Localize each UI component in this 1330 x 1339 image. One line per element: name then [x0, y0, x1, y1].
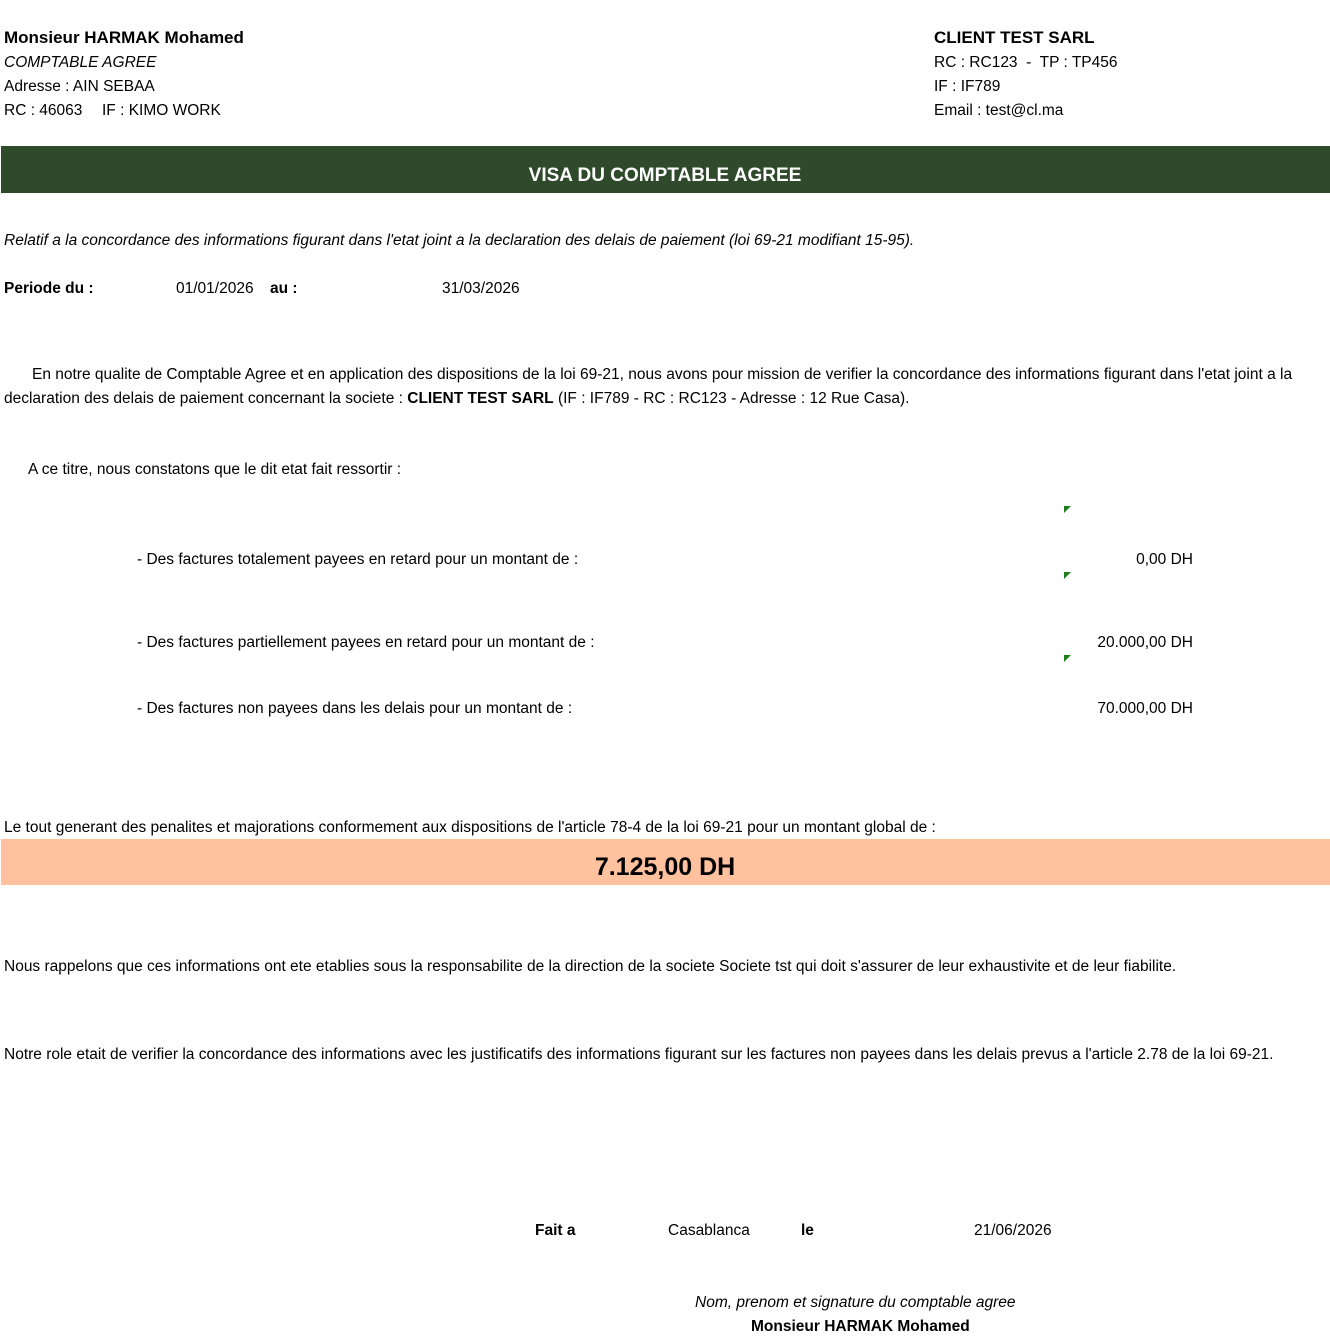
- signature-place-label: Fait a: [535, 1222, 576, 1239]
- sender-address: Adresse : AIN SEBAA: [4, 78, 155, 95]
- sender-title: COMPTABLE AGREE: [4, 54, 157, 71]
- item-label: - Des factures partiellement payees en retard pour un montant de :: [137, 634, 595, 651]
- intro-text-1: En notre qualite de Comptable Agree et en application des dispositions de la loi 69-21, nous avons pour mission de verifier la concordance des informations figurant dans l'etat joint a la declaration des delais de paiement concernant la societe :: [4, 366, 1293, 407]
- finding-intro: A ce titre, nous constatons que le dit etat fait ressortir :: [28, 461, 402, 478]
- client-if: IF : IF789: [934, 78, 1001, 95]
- client-email: Email : test@cl.ma: [934, 102, 1064, 119]
- item-label: - Des factures non payees dans les delais pour un montant de :: [137, 700, 573, 717]
- total-amount: 7.125,00 DH: [594, 853, 736, 881]
- item-amount: 70.000,00 DH: [1097, 700, 1193, 717]
- role-paragraph: Notre role etait de verifier la concordance des informations avec les justificatifs des informations figurant sur les factures non payees dans les delais prevus a l'article 2.78 de la loi 69-21.: [4, 1046, 1274, 1063]
- signature-place: Casablanca: [668, 1222, 750, 1239]
- period-to-label: au :: [270, 280, 298, 297]
- period-to-date: 31/03/2026: [442, 280, 520, 297]
- signature-name: Monsieur HARMAK Mohamed: [751, 1318, 970, 1335]
- item-amount: 20.000,00 DH: [1097, 634, 1193, 651]
- subtitle: Relatif a la concordance des informations figurant dans l'etat joint a la declaration des delais de paiement (loi 69-21 modifiant 15-95).: [4, 232, 915, 249]
- signature-date: 21/06/2026: [974, 1222, 1052, 1239]
- client-name: CLIENT TEST SARL: [934, 28, 1095, 47]
- signature-caption: Nom, prenom et signature du comptable agree: [695, 1294, 1016, 1311]
- sender-if: IF : KIMO WORK: [102, 102, 221, 119]
- period-from-date: 01/01/2026: [176, 280, 254, 297]
- reminder-paragraph: Nous rappelons que ces informations ont ete etablies sous la responsabilite de la direction de la societe Societe tst qui doit s'assurer de leur exhaustivite et de leur fiabilite.: [4, 958, 1177, 975]
- comment-marker-icon: [1064, 572, 1071, 579]
- item-label: - Des factures totalement payees en retard pour un montant de :: [137, 551, 579, 568]
- sender-name: Monsieur HARMAK Mohamed: [4, 28, 244, 47]
- intro-company: CLIENT TEST SARL: [407, 390, 554, 407]
- intro-text-2: (IF : IF789 - RC : RC123 - Adresse : 12 Rue Casa).: [553, 390, 910, 407]
- intro-paragraph: [4, 363, 1314, 411]
- penalty-intro: Le tout generant des penalites et majorations conformement aux dispositions de l'article 78-4 de la loi 69-21 pour un montant global de :: [4, 819, 936, 836]
- comment-marker-icon: [1064, 655, 1071, 662]
- sender-rc: RC : 46063: [4, 102, 83, 119]
- client-rc-tp: RC : RC123 - TP : TP456: [934, 54, 1118, 71]
- signature-date-label: le: [801, 1222, 814, 1239]
- comment-marker-icon: [1064, 506, 1071, 513]
- period-from-label: Periode du :: [4, 280, 94, 297]
- item-amount: 0,00 DH: [1136, 551, 1193, 568]
- banner-title: VISA DU COMPTABLE AGREE: [528, 165, 802, 186]
